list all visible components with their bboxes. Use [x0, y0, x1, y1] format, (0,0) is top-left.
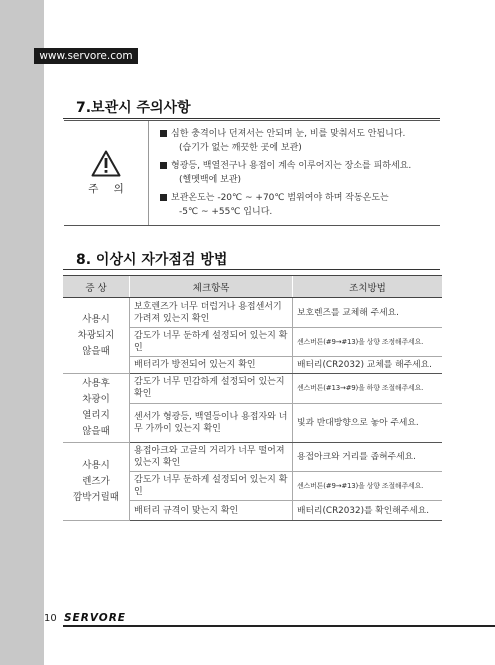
table-row: [63, 443, 442, 472]
warning-triangle-icon: [91, 150, 121, 177]
symptom-line: 차광이: [82, 394, 110, 405]
storage-title-rule: [63, 118, 440, 119]
caution-badge: [64, 121, 149, 225]
footer-rule: [63, 625, 495, 627]
action-cell: 빛과 반대방향으로 놓아 주세요.: [293, 403, 443, 442]
website-url: www.servore.com: [34, 48, 138, 64]
action-cell: 센스버튼(#13→#9)을 하향 조절해주세요.: [293, 374, 443, 404]
caution-list: [160, 127, 440, 223]
header-check: 체크항목: [130, 276, 293, 298]
caution-label: 주 의: [88, 183, 130, 195]
symptom-line: 사용시: [82, 459, 110, 471]
caution-item-note: -5℃ ~ +55℃ 입니다.: [179, 207, 273, 217]
symptom-line: 렌즈가: [82, 475, 110, 487]
caution-item: [160, 159, 440, 187]
storage-section-title: 7.보관시 주의사항: [76, 100, 191, 116]
table-row: [63, 298, 442, 328]
check-cell: 배터리 규격이 맞는지 확인: [130, 501, 293, 521]
symptom-line: 사용시: [82, 313, 110, 325]
caution-item: [160, 127, 440, 155]
caution-item: [160, 191, 440, 219]
check-cell: 감도가 너무 둔하게 설정되어 있는지 확인: [130, 328, 293, 357]
symptom-cell: [63, 443, 130, 521]
caution-item-note: (헬멧백에 보관): [179, 175, 242, 185]
square-bullet-icon: [160, 130, 167, 137]
page-number: 10: [44, 613, 57, 624]
symptom-cell: [63, 298, 130, 374]
caution-item-note: (습기가 없는 깨끗한 곳에 보관): [179, 143, 302, 153]
symptom-line: 차광되지: [77, 329, 115, 341]
symptom-line: 않을때: [82, 345, 110, 357]
header-symptom: 증 상: [63, 276, 130, 298]
caution-item-text: 형광등, 백열전구나 용접이 계속 이루어지는 장소를 피하세요.: [171, 161, 412, 171]
symptom-line: 않을때: [82, 426, 110, 437]
check-cell: 용접아크와 고글의 거리가 너무 떨어져 있는지 확인: [130, 443, 293, 472]
action-cell: 센스버튼(#9→#13)을 상향 조절해주세요.: [293, 472, 443, 501]
symptom-line: 열리지: [82, 410, 110, 421]
brand-logo: SERVORE: [64, 612, 126, 624]
check-cell: 보호렌즈가 너무 더럽거나 용접센서기 가려져 있는지 확인: [130, 298, 293, 328]
square-bullet-icon: [160, 194, 167, 201]
symptom-line: 사용후: [82, 378, 110, 389]
troubleshoot-table: [63, 275, 442, 521]
action-cell: 센스버튼(#9→#13)을 상향 조정해주세요.: [293, 328, 443, 357]
check-cell: 감도가 너무 민감하게 설정되어 있는지 확인: [130, 374, 293, 404]
check-cell: 배터리가 방전되어 있는지 확인: [130, 357, 293, 374]
table-row: [63, 374, 442, 404]
check-cell: 센서가 형광등, 백열등이나 용접자와 너무 가까이 있는지 확인: [130, 403, 293, 442]
square-bullet-icon: [160, 162, 167, 169]
troubleshoot-section-title: 8. 이상시 자가점검 방법: [76, 252, 228, 268]
action-cell: 배터리(CR2032) 교체를 해주세요.: [293, 357, 443, 374]
action-cell: 용접아크와 거리를 좁혀주세요.: [293, 443, 443, 472]
caution-item-text: 보관온도는 -20℃ ~ +70℃ 범위여야 하며 작동온도는: [171, 193, 389, 203]
left-margin-band: [0, 0, 44, 665]
storage-caution-box: [64, 120, 440, 226]
symptom-cell: [63, 374, 130, 443]
action-cell: 보호렌즈를 교체해 주세요.: [293, 298, 443, 328]
caution-item-text: 심한 충격이나 던져서는 안되며 눈, 비를 맞춰서도 안됩니다.: [171, 129, 406, 139]
table-header-row: [63, 276, 442, 298]
action-cell: 배터리(CR2032)를 확인해주세요.: [293, 501, 443, 521]
symptom-line: 깜박거릴때: [73, 491, 119, 503]
check-cell: 감도가 너무 둔하게 설정되어 있는지 확인: [130, 472, 293, 501]
troubleshoot-title-rule: [63, 269, 440, 270]
header-action: 조치방법: [293, 276, 443, 298]
